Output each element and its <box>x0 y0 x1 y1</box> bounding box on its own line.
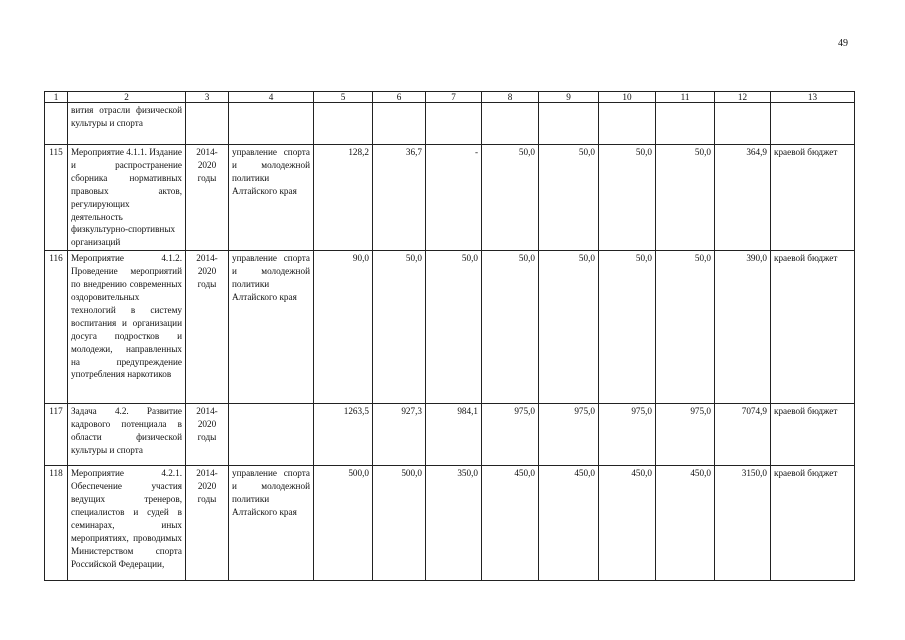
column-number: 9 <box>539 92 599 103</box>
value-col8: 975,0 <box>482 404 539 466</box>
period-cell: 2014-2020 годы <box>186 251 229 404</box>
value-col10: 450,0 <box>599 466 656 581</box>
table-row <box>45 466 855 581</box>
period-cell: 2014-2020 годы <box>186 404 229 466</box>
value-col9: 975,0 <box>539 404 599 466</box>
value-col11: 50,0 <box>656 145 715 251</box>
funding-source: краевой бюджет <box>771 466 855 581</box>
value-col9: 50,0 <box>539 251 599 404</box>
value-col6: 927,3 <box>373 404 426 466</box>
value-col11: 50,0 <box>656 251 715 404</box>
executor-cell <box>229 404 314 466</box>
column-number: 4 <box>229 92 314 103</box>
column-number: 12 <box>715 92 771 103</box>
value-col10: 50,0 <box>599 251 656 404</box>
value-col5: 90,0 <box>314 251 373 404</box>
value-col7: 50,0 <box>426 251 482 404</box>
column-number: 1 <box>45 92 68 103</box>
value-col10: 50,0 <box>599 145 656 251</box>
value-col9: 450,0 <box>539 466 599 581</box>
table-row <box>45 404 855 466</box>
value-col6: 50,0 <box>373 251 426 404</box>
row-number: 117 <box>45 404 68 466</box>
value-total: 3150,0 <box>715 466 771 581</box>
column-number: 13 <box>771 92 855 103</box>
funding-source: краевой бюджет <box>771 145 855 251</box>
value-total: 7074,9 <box>715 404 771 466</box>
period-cell: 2014-2020 годы <box>186 145 229 251</box>
column-number-row <box>45 92 855 103</box>
table-row <box>45 145 855 251</box>
column-number: 10 <box>599 92 656 103</box>
measure-name: Мероприятие 4.1.1. Издание и распространение сборника нормативных правовых актов, регулирующих деятельность физкультурно-спортивных организаций <box>68 145 186 251</box>
column-number: 11 <box>656 92 715 103</box>
column-number: 2 <box>68 92 186 103</box>
row-number: 116 <box>45 251 68 404</box>
program-table <box>44 91 855 581</box>
row-number: 118 <box>45 466 68 581</box>
column-number: 7 <box>426 92 482 103</box>
column-number: 5 <box>314 92 373 103</box>
row-number: 115 <box>45 145 68 251</box>
executor-cell: управление спорта и молодежной политики Алтайского края <box>229 251 314 404</box>
value-col6: 36,7 <box>373 145 426 251</box>
value-col5: 128,2 <box>314 145 373 251</box>
value-total: 364,9 <box>715 145 771 251</box>
value-col9: 50,0 <box>539 145 599 251</box>
page-number: 49 <box>838 38 848 49</box>
column-number: 3 <box>186 92 229 103</box>
value-col7: 350,0 <box>426 466 482 581</box>
value-total: 390,0 <box>715 251 771 404</box>
column-number: 6 <box>373 92 426 103</box>
value-col8: 50,0 <box>482 251 539 404</box>
funding-source: краевой бюджет <box>771 251 855 404</box>
executor-cell: управление спорта и молодежной политики Алтайского края <box>229 466 314 581</box>
column-number: 8 <box>482 92 539 103</box>
table-row-continuation <box>45 103 855 145</box>
funding-source: краевой бюджет <box>771 404 855 466</box>
value-col11: 450,0 <box>656 466 715 581</box>
value-col11: 975,0 <box>656 404 715 466</box>
measure-name: Мероприятие 4.2.1. Обеспечение участия ведущих тренеров, специалистов и судей в семинарах, иных мероприятиях, проводимых Министерством спорта Российской Федерации, <box>68 466 186 581</box>
value-col5: 500,0 <box>314 466 373 581</box>
value-col8: 450,0 <box>482 466 539 581</box>
value-col7: - <box>426 145 482 251</box>
continuation-text: вития отрасли физической культуры и спорта <box>68 103 186 145</box>
period-cell: 2014-2020 годы <box>186 466 229 581</box>
table-row <box>45 251 855 404</box>
value-col5: 1263,5 <box>314 404 373 466</box>
measure-name: Мероприятие 4.1.2. Проведение мероприятий по внедрению современных оздоровительных технологий в систему воспитания и организации досуга подростков и молодежи, направленных на предупреждение употребления наркотиков <box>68 251 186 404</box>
value-col7: 984,1 <box>426 404 482 466</box>
value-col6: 500,0 <box>373 466 426 581</box>
value-col10: 975,0 <box>599 404 656 466</box>
value-col8: 50,0 <box>482 145 539 251</box>
measure-name: Задача 4.2. Развитие кадрового потенциала в области физической культуры и спорта <box>68 404 186 466</box>
executor-cell: управление спорта и молодежной политики Алтайского края <box>229 145 314 251</box>
